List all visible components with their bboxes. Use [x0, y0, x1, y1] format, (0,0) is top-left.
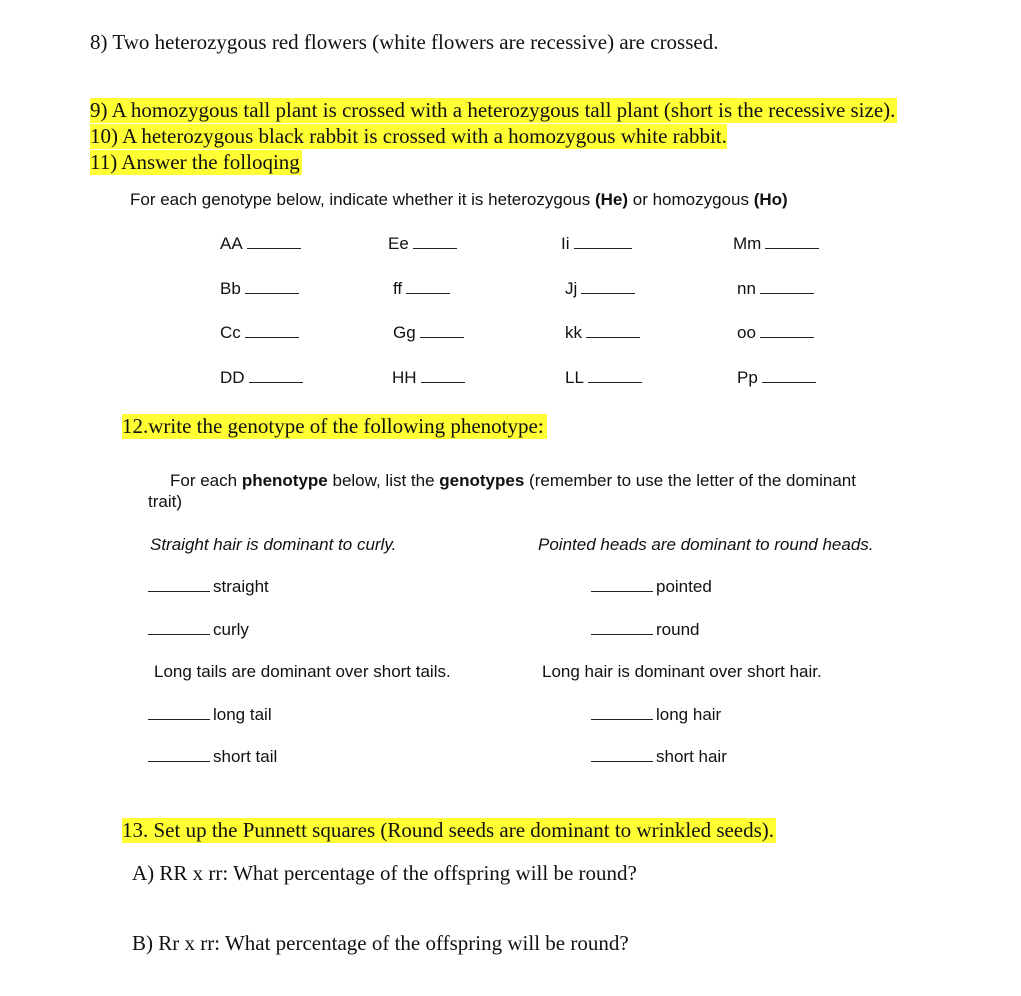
- question-12: 12.write the genotype of the following phenotype:: [122, 414, 547, 439]
- genotype-item: Pp: [737, 368, 816, 388]
- phenotype-answer: short hair: [591, 747, 727, 767]
- genotype-item: nn: [737, 279, 814, 299]
- genotype-item: AA: [220, 234, 301, 254]
- trait-heading: Straight hair is dominant to curly.: [150, 535, 397, 554]
- genotype-item: Bb: [220, 279, 299, 299]
- trait-heading: Long tails are dominant over short tails.: [154, 662, 451, 681]
- genotype-instructions: For each genotype below, indicate whether it is heterozygous (He) or homozygous (Ho): [130, 190, 788, 209]
- genotype-item: Gg: [393, 323, 464, 343]
- phenotype-answer: straight: [148, 577, 269, 597]
- phenotype-instructions-line2: trait): [148, 492, 182, 511]
- question-10: 10) A heterozygous black rabbit is crossed with a homozygous white rabbit.: [90, 124, 727, 148]
- trait-heading: Pointed heads are dominant to round heads.: [538, 535, 874, 554]
- genotype-item: Jj: [565, 279, 635, 299]
- genotype-item: kk: [565, 323, 640, 343]
- genotype-item: LL: [565, 368, 642, 388]
- phenotype-answer: round: [591, 620, 699, 640]
- genotype-item: Mm: [733, 234, 819, 254]
- genotype-item: Ee: [388, 234, 457, 254]
- genotype-item: oo: [737, 323, 814, 343]
- phenotype-answer: curly: [148, 620, 249, 640]
- genotype-item: ff: [393, 279, 450, 299]
- genotype-item: DD: [220, 368, 303, 388]
- trait-heading: Long hair is dominant over short hair.: [542, 662, 822, 681]
- question-13b: B) Rr x rr: What percentage of the offspring will be round?: [132, 931, 629, 955]
- phenotype-answer: pointed: [591, 577, 712, 597]
- question-11: 11) Answer the folloqing: [90, 150, 300, 174]
- genotype-item: Cc: [220, 323, 299, 343]
- question-9: 9) A homozygous tall plant is crossed with a heterozygous tall plant (short is the recessive size).: [90, 98, 896, 122]
- phenotype-answer: long hair: [591, 705, 721, 725]
- question-13: 13. Set up the Punnett squares (Round seeds are dominant to wrinkled seeds).: [122, 818, 775, 842]
- question-13a: A) RR x rr: What percentage of the offspring will be round?: [132, 861, 637, 885]
- phenotype-answer: long tail: [148, 705, 272, 725]
- phenotype-answer: short tail: [148, 747, 277, 767]
- genotype-item: Ii: [561, 234, 632, 254]
- phenotype-instructions: For each phenotype below, list the genotypes (remember to use the letter of the dominant: [170, 471, 856, 490]
- genotype-item: HH: [392, 368, 465, 388]
- question-8: 8) Two heterozygous red flowers (white flowers are recessive) are crossed.: [90, 30, 719, 54]
